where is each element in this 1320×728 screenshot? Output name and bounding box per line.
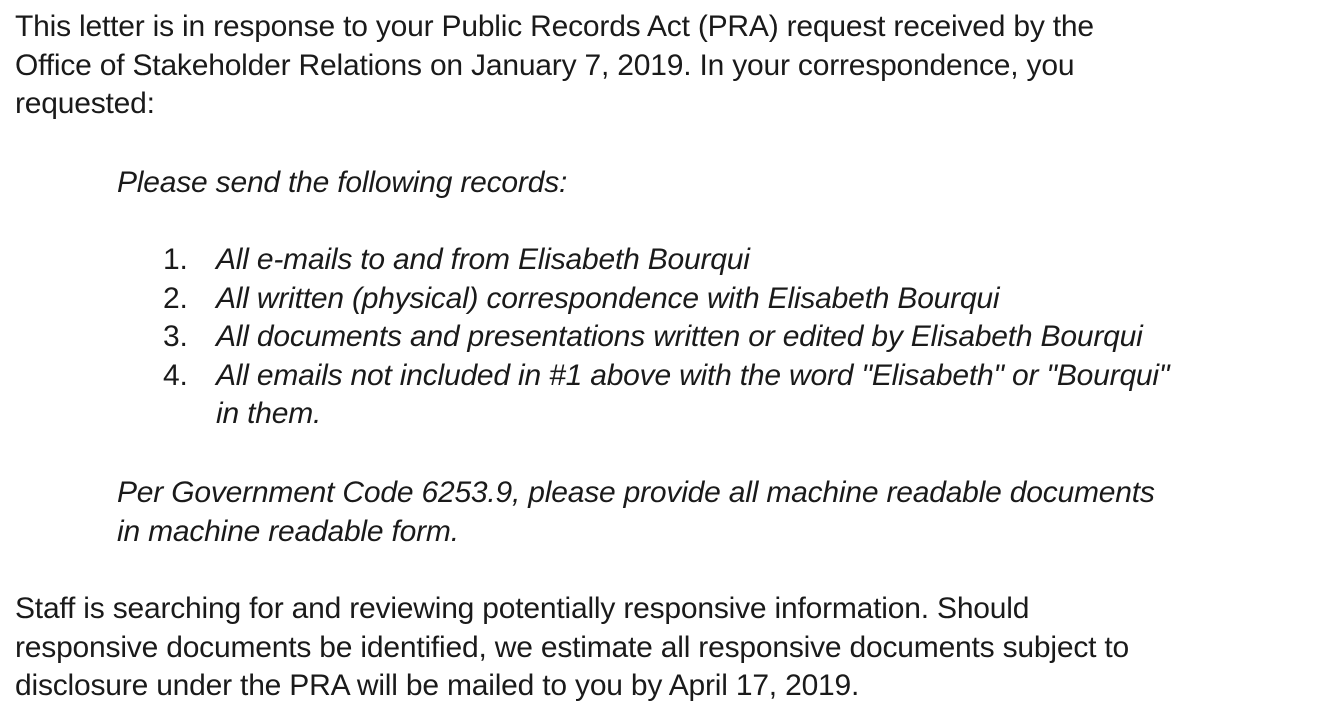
list-item-number: 1.	[163, 243, 188, 276]
list-item-number: 4.	[163, 358, 188, 392]
list-item-number: 2.	[163, 281, 188, 315]
requested-records-list	[163, 241, 1169, 434]
list-item	[163, 241, 1169, 280]
request-lead-text: Please send the following records:	[117, 166, 568, 199]
intro-paragraph: This letter is in response to your Public Records Act (PRA) request received by the Office of Stakeholder Relations on January 7, 2019. In your correspondence, you requested:	[15, 10, 1094, 120]
list-item-text: All e-mails to and from Elisabeth Bourqui	[216, 243, 750, 276]
list-item-number: 3.	[163, 320, 188, 353]
machine-readable-note: Per Government Code 6253.9, please provide all machine readable documents in machine readable form.	[117, 476, 1155, 548]
list-item-text: All documents and presentations written or edited by Elisabeth Bourqui	[216, 320, 1143, 353]
list-item	[163, 280, 1169, 319]
list-item-text: All written (physical) correspondence with Elisabeth Bourqui	[216, 281, 1000, 315]
list-item	[163, 318, 1169, 357]
closing-paragraph: Staff is searching for and reviewing potentially responsive information. Should responsive documents be identified, we estimate all responsive documents subject to disclosure under the PRA will be mailed to you by April 17, 2019.	[15, 592, 1130, 702]
list-item-text: All emails not included in #1 above with the word "Elisabeth" or "Bourqui" in them.	[216, 358, 1170, 430]
list-item	[163, 357, 1169, 434]
